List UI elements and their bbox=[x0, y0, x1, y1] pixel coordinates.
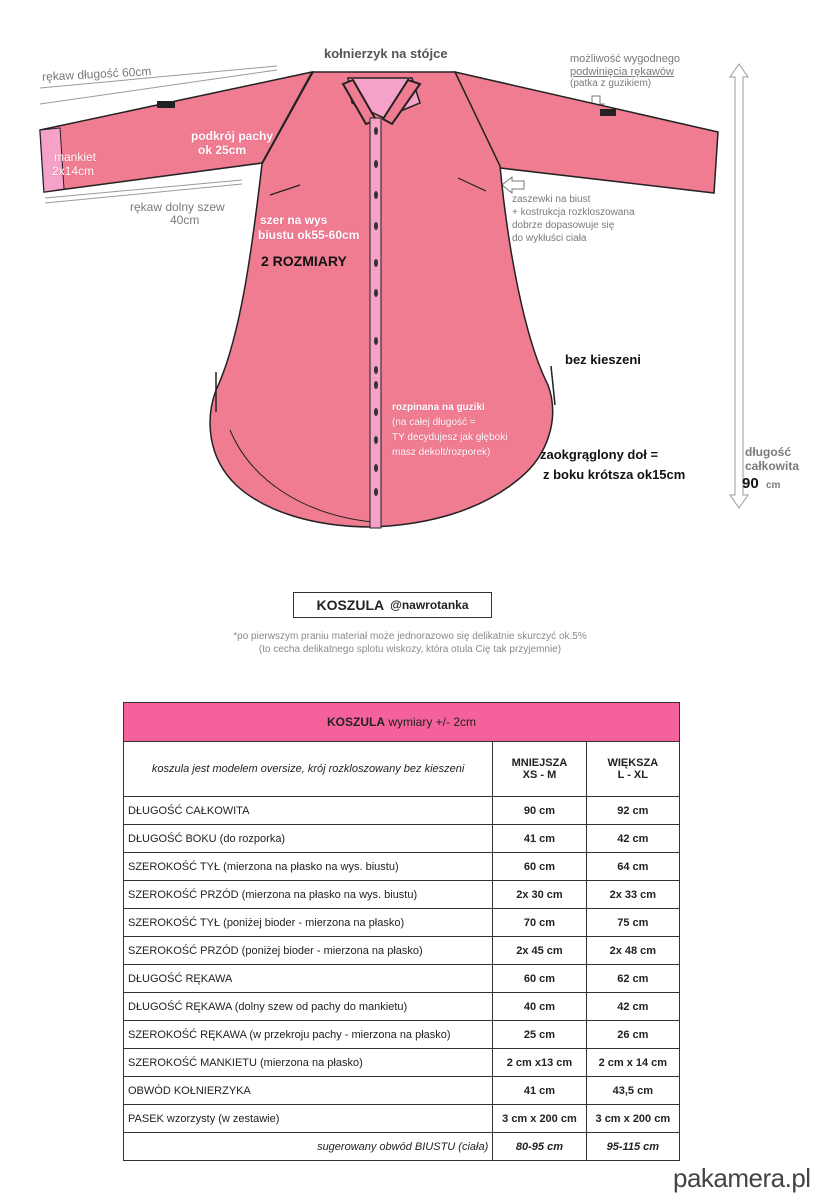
row-label: OBWÓD KOŁNIERZYKA bbox=[124, 1077, 493, 1105]
darts-label-2: + kostrukcja rozkloszowana bbox=[512, 207, 635, 218]
buttons-label-3: TY decydujesz jak głęboki bbox=[392, 432, 508, 443]
table-description: koszula jest modelem oversize, krój rozkloszowany bez kieszeni bbox=[124, 742, 493, 797]
row-small: 60 cm bbox=[493, 853, 586, 881]
table-tolerance: wymiary +/- 2cm bbox=[388, 715, 477, 729]
shrink-note-1: *po pierwszym praniu materiał może jednorazowo się delikatnie skurczyć ok.5% bbox=[233, 631, 587, 642]
armhole-label-1: podkrój pachy bbox=[191, 129, 274, 143]
row-small: 60 cm bbox=[493, 965, 586, 993]
row-large: 26 cm bbox=[586, 1021, 679, 1049]
row-small: 2 cm x13 cm bbox=[493, 1049, 586, 1077]
table-row bbox=[124, 1077, 680, 1105]
table-header bbox=[124, 703, 680, 742]
row-label: PASEK wzorzysty (w zestawie) bbox=[124, 1105, 493, 1133]
table-row bbox=[124, 1105, 680, 1133]
col-large-range: L - XL bbox=[617, 769, 648, 781]
row-label: DŁUGOŚĆ BOKU (do rozporka) bbox=[124, 825, 493, 853]
hem-label-2: z boku krótsza ok15cm bbox=[543, 467, 686, 482]
row-large: 64 cm bbox=[586, 853, 679, 881]
buttons-label-1: rozpinana na guziki bbox=[392, 402, 485, 413]
collar-label: kołnierzyk na stójce bbox=[324, 46, 448, 61]
table-row bbox=[124, 797, 680, 825]
bust-small: 80-95 cm bbox=[493, 1133, 586, 1161]
cuff-label-1: mankiet bbox=[54, 150, 97, 164]
table-row bbox=[124, 881, 680, 909]
table-row bbox=[124, 993, 680, 1021]
darts-label-1: zaszewki na biust bbox=[512, 194, 591, 205]
row-label: SZEROKOŚĆ RĘKAWA (w przekroju pachy - mierzona na płasko) bbox=[124, 1021, 493, 1049]
row-label: DŁUGOŚĆ RĘKAWA bbox=[124, 965, 493, 993]
row-large: 42 cm bbox=[586, 825, 679, 853]
length-unit: cm bbox=[766, 480, 781, 491]
row-large: 43,5 cm bbox=[586, 1077, 679, 1105]
row-large: 2x 48 cm bbox=[586, 937, 679, 965]
armhole-label-2: ok 25cm bbox=[198, 143, 247, 157]
table-row bbox=[124, 1049, 680, 1077]
darts-arrow-icon bbox=[502, 177, 524, 193]
hem-label-1: zaokgrąglony doł = bbox=[540, 447, 659, 462]
table-row bbox=[124, 909, 680, 937]
table-row bbox=[124, 937, 680, 965]
bust-width-label-2: biustu ok55-60cm bbox=[258, 228, 360, 242]
row-label: SZEROKOŚĆ TYŁ (mierzona na płasko na wys. biustu) bbox=[124, 853, 493, 881]
cuff-label-2: 2x14cm bbox=[52, 164, 95, 178]
length-value: 90 bbox=[742, 475, 759, 492]
row-large: 3 cm x 200 cm bbox=[586, 1105, 679, 1133]
row-label: SZEROKOŚĆ TYŁ (poniżej bioder - mierzona na płasko) bbox=[124, 909, 493, 937]
row-small: 40 cm bbox=[493, 993, 586, 1021]
brand-box bbox=[293, 592, 492, 618]
row-large: 62 cm bbox=[586, 965, 679, 993]
row-large: 75 cm bbox=[586, 909, 679, 937]
row-small: 41 cm bbox=[493, 825, 586, 853]
row-small: 2x 30 cm bbox=[493, 881, 586, 909]
row-label: SZEROKOŚĆ PRZÓD (mierzona na płasko na wys. biustu) bbox=[124, 881, 493, 909]
row-small: 90 cm bbox=[493, 797, 586, 825]
col-small-name: MNIEJSZA bbox=[511, 757, 568, 769]
length-label-2: całkowita bbox=[745, 459, 800, 473]
row-label: DŁUGOŚĆ RĘKAWA (dolny szew od pachy do mankietu) bbox=[124, 993, 493, 1021]
row-label: DŁUGOŚĆ CAŁKOWITA bbox=[124, 797, 493, 825]
buttons-label-2: (na całej długość = bbox=[392, 417, 476, 428]
rollup-label-2: podwinięcia rękawów bbox=[570, 66, 674, 78]
bust-label: sugerowany obwód BIUSTU (ciała) bbox=[124, 1133, 493, 1161]
table-row bbox=[124, 965, 680, 993]
bust-large: 95-115 cm bbox=[586, 1133, 679, 1161]
darts-label-3: dobrze dopasowuje się bbox=[512, 220, 615, 231]
table-row bbox=[124, 825, 680, 853]
no-pockets-label: bez kieszeni bbox=[565, 352, 641, 367]
row-large: 2x 33 cm bbox=[586, 881, 679, 909]
button-placket bbox=[370, 118, 381, 528]
two-sizes-label: 2 ROZMIARY bbox=[261, 253, 347, 269]
table-title: KOSZULA bbox=[326, 715, 385, 729]
shrink-note-2: (to cecha delikatnego splotu wiskozy, która otula Cię tak przyjemnie) bbox=[258, 644, 562, 655]
buttons-label-4: masz dekolt/rozporek) bbox=[392, 447, 491, 458]
sleeve-length-label: rękaw długość 60cm bbox=[41, 64, 152, 84]
table-row bbox=[124, 853, 680, 881]
col-small-range: XS - M bbox=[522, 769, 557, 781]
row-small: 41 cm bbox=[493, 1077, 586, 1105]
table-row-bust bbox=[124, 1133, 680, 1161]
footer-brand-logo: pakamera.pl bbox=[673, 1163, 811, 1193]
row-large: 2 cm x 14 cm bbox=[586, 1049, 679, 1077]
table-row bbox=[124, 1021, 680, 1049]
shirt-diagram bbox=[0, 0, 821, 580]
col-large bbox=[586, 742, 679, 797]
rollup-label-3: (patka z guzikiem) bbox=[570, 78, 652, 89]
length-arrow-icon bbox=[730, 64, 748, 508]
row-small: 2x 45 cm bbox=[493, 937, 586, 965]
size-table bbox=[123, 702, 680, 1161]
length-label-1: długość bbox=[745, 445, 792, 459]
bust-width-label-1: szer na wys bbox=[260, 213, 328, 227]
row-large: 42 cm bbox=[586, 993, 679, 1021]
brand-name: KOSZULA bbox=[316, 597, 385, 613]
row-small: 70 cm bbox=[493, 909, 586, 937]
row-label: SZEROKOŚĆ PRZÓD (poniżej bioder - mierzona na płasko) bbox=[124, 937, 493, 965]
darts-label-4: do wykłuści ciała bbox=[512, 233, 587, 244]
row-large: 92 cm bbox=[586, 797, 679, 825]
sleeve-seam-label-1: rękaw dolny szew bbox=[130, 200, 225, 214]
table-title-cell bbox=[124, 703, 680, 742]
col-small bbox=[493, 742, 586, 797]
rollup-label-1: możliwość wygodnego bbox=[570, 53, 681, 65]
row-label: SZEROKOŚĆ MANKIETU (mierzona na płasko) bbox=[124, 1049, 493, 1077]
sleeve-seam-label-2: 40cm bbox=[170, 213, 200, 227]
table-subheader bbox=[124, 742, 680, 797]
row-small: 3 cm x 200 cm bbox=[493, 1105, 586, 1133]
col-large-name: WIĘKSZA bbox=[607, 757, 659, 769]
brand-handle: @nawrotanka bbox=[390, 598, 469, 612]
row-small: 25 cm bbox=[493, 1021, 586, 1049]
